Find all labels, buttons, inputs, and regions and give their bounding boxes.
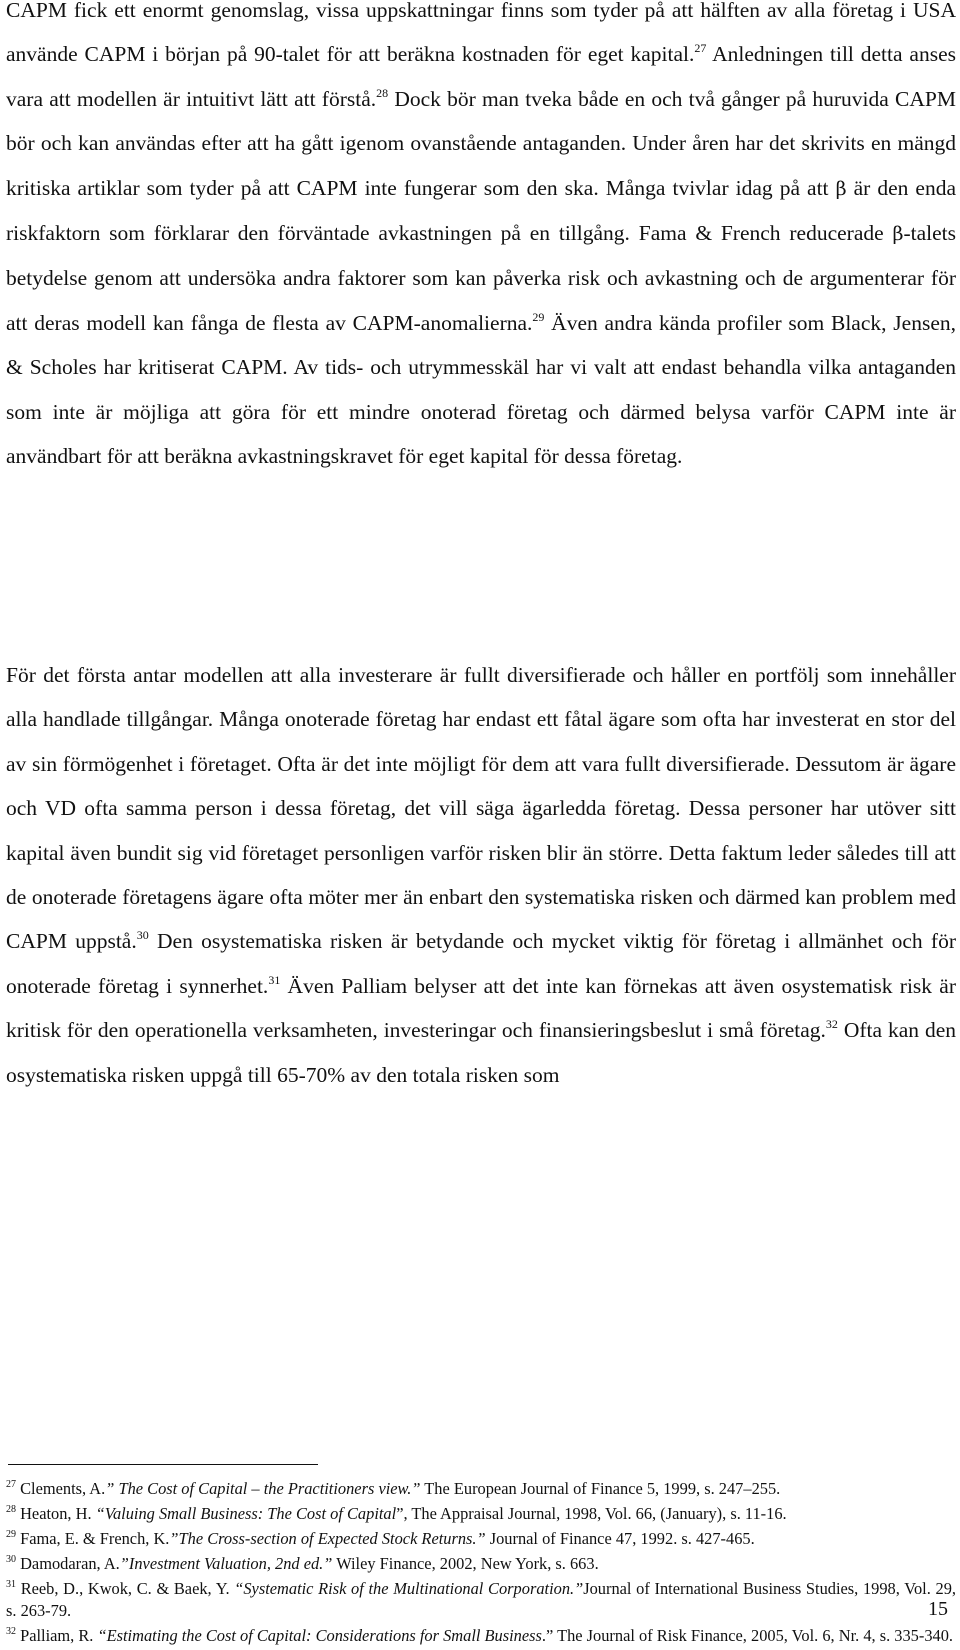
footnote-29	[6, 1528, 956, 1550]
text-run: Heaton, H.	[16, 1504, 96, 1523]
footnote-reference: 30	[136, 928, 149, 943]
italic-text: “Estimating the Cost of Capital: Considerations for Small Business	[97, 1626, 542, 1645]
body-paragraph-2	[6, 653, 956, 1097]
italic-text: “Valuing Small Business: The Cost of Capital	[95, 1504, 397, 1523]
text-run: Ofta kan den osystematiska risken uppgå till 65-70% av den totala risken som	[6, 1018, 957, 1087]
text-run: Clements, A.	[16, 1479, 106, 1498]
text-run: Wiley Finance, 2002, New York, s. 663.	[332, 1554, 599, 1573]
text-run: Journal of International Business Studies, 1998, Vol. 29, s. 263-79.	[6, 1579, 956, 1620]
text-run: Damodaran, A.	[16, 1554, 120, 1573]
text-run: CAPM fick ett enormt genomslag, vissa uppskattningar finns som tyder på att hälften av alla företag i USA använde CAPM i början på 90-talet för att beräkna kostnaden för eget kapital.	[6, 0, 956, 67]
footnote-number: 28	[6, 1504, 16, 1515]
footnote-30	[6, 1553, 956, 1575]
footnote-reference: 31	[268, 972, 281, 987]
text-run: ”, The Appraisal Journal, 1998, Vol. 66, (January), s. 11-16.	[396, 1504, 787, 1523]
footnote-number: 31	[6, 1579, 16, 1590]
footnote-32	[6, 1625, 956, 1647]
text-run: Även Palliam belyser att det inte kan förnekas att även osystematisk risk är kritisk för den operationella verksamheten, investeringar och finansieringsbeslut i små företag.	[6, 973, 956, 1043]
footnote-number: 27	[6, 1479, 16, 1490]
beta-symbol: β	[892, 223, 904, 246]
text-run: .” The Journal of Risk Finance, 2005, Vol. 6, Nr. 4, s. 335-340.	[541, 1626, 954, 1645]
footnote-28	[6, 1503, 956, 1525]
text-run: Dock bör man tveka både en och två gånger på huruvida CAPM bör och kan användas efter att ha gått igenom ovanstående antaganden. Under åren har det skrivits en mängd kritiska artiklar som tyder på att CAPM inte fungerar som den ska. Många tvivlar idag på att	[6, 86, 956, 200]
footnote-separator	[8, 1464, 318, 1465]
text-run: -talets betydelse genom att undersöka andra faktorer som kan påverka risk och avkastning och de argumenterar för att deras modell kan fånga de flesta av CAPM-anomalierna.	[6, 221, 956, 335]
text-run: Fama, E. & French, K.	[16, 1529, 170, 1548]
body-paragraph-1	[6, 0, 956, 478]
footnote-number: 32	[6, 1626, 16, 1637]
footnote-reference: 28	[376, 85, 389, 100]
text-run: är den enda riskfaktorn som förklarar den förväntade avkastningen på en tillgång. Fama & French reducerade	[6, 175, 956, 246]
footnote-31	[6, 1578, 956, 1622]
text-run: Anledningen till detta anses vara att modellen är intuitivt lätt att förstå.	[6, 42, 956, 111]
text-run: Palliam, R.	[16, 1626, 98, 1645]
text-run: För det första antar modellen att alla investerare är fullt diversifierade och håller en portfölj som innehåller alla handlade tillgångar. Många onoterade företag har endast ett fåtal ägare som ofta har investerat en stor del av sin förmögenhet i företaget. Ofta är det inte möjligt för dem att vara fullt diversifierade. Dessutom är ägare och VD ofta samma person i dessa företag, det vill säga ägarledda företag. Dessa personer har utöver sitt kapital även bundit sig vid företaget personligen varför risken blir än större. Detta faktum leder således till att de onoterade företagens ägare ofta möter mer än enbart den systematiska risken och därmed kan problem med CAPM uppstå.	[6, 663, 956, 954]
text-run: Journal of Finance 47, 1992. s. 427-465.	[485, 1529, 755, 1548]
footnote-number: 29	[6, 1529, 16, 1540]
footnote-reference: 32	[825, 1017, 838, 1032]
text-run: The European Journal of Finance 5, 1999, s. 247–255.	[420, 1479, 781, 1498]
footnotes-section	[6, 1478, 956, 1650]
footnote-27	[6, 1478, 956, 1500]
footnote-number: 30	[6, 1554, 16, 1565]
italic-text: “Systematic Risk of the Multinational Corporation.”	[234, 1579, 584, 1598]
text-run: Den osystematiska risken är betydande och mycket viktig för företag i allmänhet och för onoterade företag i synnerhet.	[6, 929, 956, 998]
footnote-reference: 29	[532, 309, 545, 324]
italic-text: ” The Cost of Capital – the Practitioners view.”	[105, 1479, 421, 1498]
page-number: 15	[928, 1598, 948, 1620]
text-run: Även andra kända profiler som Black, Jensen, & Scholes har kritiserat CAPM. Av tids- och utrymmesskäl har vi valt att endast behandla vilka antaganden som inte är möjliga att göra för ett mindre onoterad företag och därmed belysa varför CAPM inte är användbart för att beräkna avkastningskravet för eget kapital för dessa företag.	[6, 310, 956, 469]
italic-text: ”Investment Valuation, 2nd ed.”	[119, 1554, 333, 1573]
text-run: Reeb, D., Kwok, C. & Baek, Y.	[16, 1579, 235, 1598]
footnote-reference: 27	[694, 41, 707, 56]
beta-symbol: β	[835, 177, 847, 200]
italic-text: ”The Cross-section of Expected Stock Returns.”	[169, 1529, 486, 1548]
